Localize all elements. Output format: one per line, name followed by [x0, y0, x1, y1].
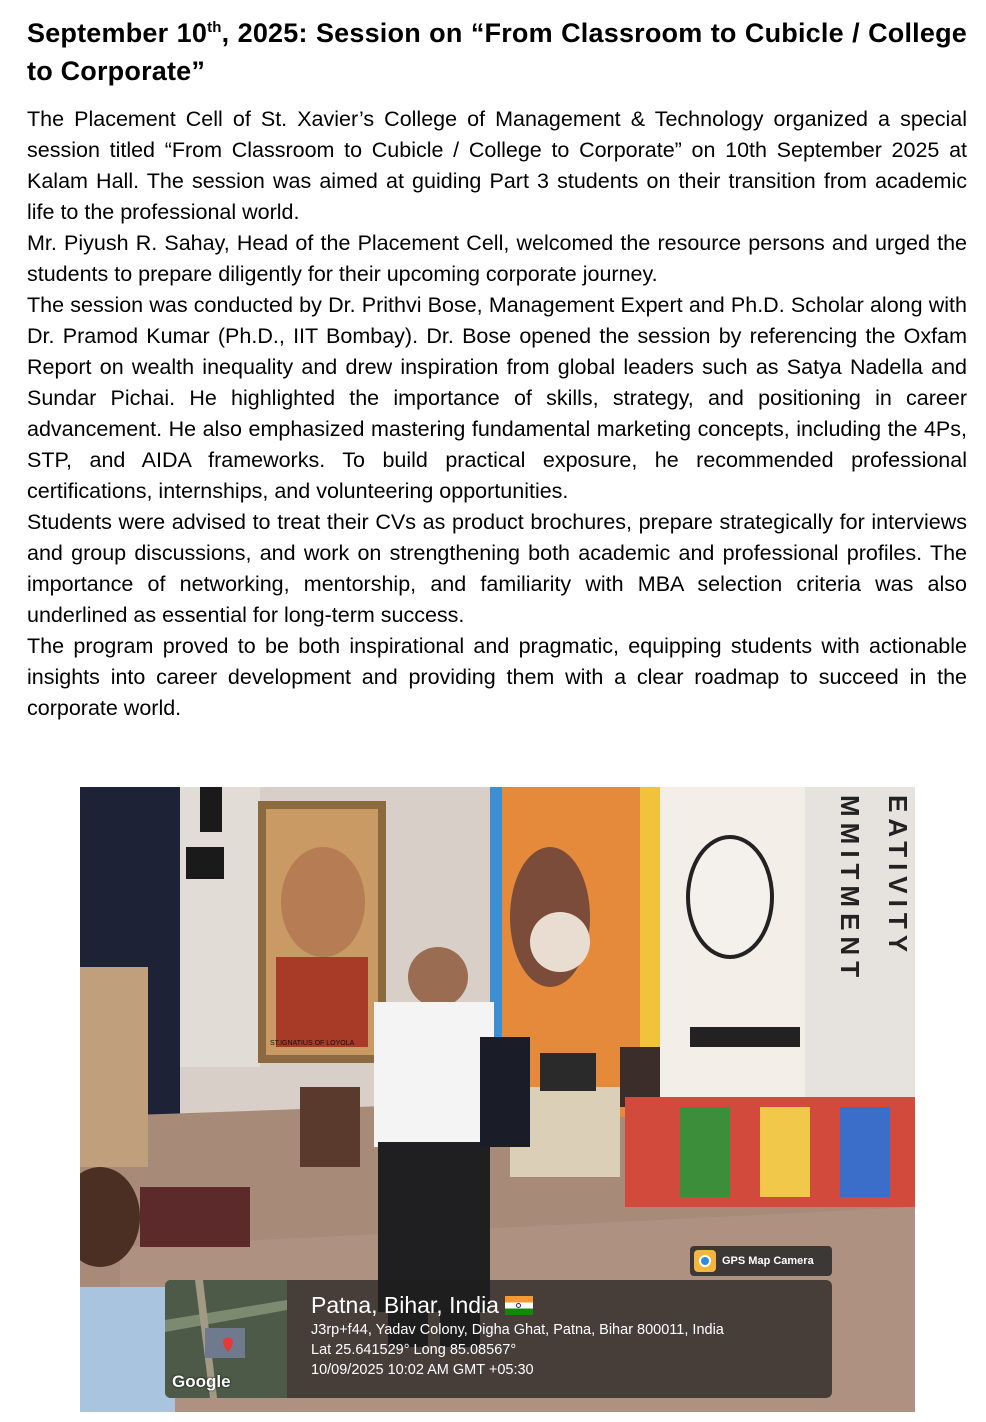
gps-camera-label: GPS Map Camera: [722, 1255, 814, 1267]
title-rest: , 2025: Session on “From Classroom to Cubicle / College to Corporate”: [27, 18, 967, 86]
paragraph: Students were advised to treat their CVs as product brochures, prepare strategically for interviews and group discussions, and work on strengthening both academic and professional profiles. The importance of networking, mentorship, and familiarity with MBA selection criteria was also underlined as essential for long-term success.: [27, 510, 967, 627]
title-date: September 10: [27, 18, 208, 48]
page-title: [27, 14, 967, 90]
gps-city-row: [311, 1290, 824, 1320]
gps-address: J3rp+f44, Yadav Colony, Digha Ghat, Patna, Bihar 800011, India: [311, 1322, 724, 1338]
gps-map-thumbnail: [165, 1280, 287, 1398]
title-date-suffix: th: [207, 19, 222, 36]
india-flag-icon: [505, 1296, 533, 1315]
paragraph: Mr. Piyush R. Sahay, Head of the Placement Cell, welcomed the resource persons and urged the students to prepare diligently for their upcoming corporate journey.: [27, 231, 967, 286]
paragraph: The program proved to be both inspirational and pragmatic, equipping students with actionable insights into career development and providing them with a clear roadmap to succeed in the corporate world.: [27, 634, 967, 720]
document-page: [27, 14, 967, 724]
gps-camera-logo-icon: [694, 1250, 716, 1272]
gps-datetime: 10/09/2025 10:02 AM GMT +05:30: [311, 1362, 534, 1378]
paragraph: The session was conducted by Dr. Prithvi Bose, Management Expert and Ph.D. Scholar along with Dr. Pramod Kumar (Ph.D., IIT Bombay). Dr. Bose opened the session by referencing the Oxfam Report on wealth inequality and drew inspiration from global leaders such as Satya Nadella and Sundar Pichai. He highlighted the importance of skills, strategy, and positioning in career advancement. He also emphasized mastering fundamental marketing concepts, including the 4Ps, STP, and AIDA frameworks. To build practical exposure, he recommended professional certifications, internships, and volunteering opportunities.: [27, 293, 967, 503]
gps-coordinates: Lat 25.641529° Long 85.08567°: [311, 1342, 517, 1358]
gps-overlay: [165, 1280, 832, 1398]
portrait-caption: ST.IGNATIUS OF LOYOLA: [270, 1040, 355, 1047]
event-photo: [80, 787, 915, 1412]
wall-text-creativity: EATIVITY: [883, 795, 913, 959]
article-body: [27, 104, 967, 724]
gps-city: Patna, Bihar, India: [311, 1292, 499, 1318]
gps-details: [311, 1290, 824, 1380]
paragraph: The Placement Cell of St. Xavier’s College of Management & Technology organized a special session titled “From Classroom to Cubicle / College to Corporate” on 10th September 2025 at Kalam Hall. The session was aimed at guiding Part 3 students on their transition from academic life to the professional world.: [27, 107, 967, 224]
wall-text-commitment: MMITMENT: [835, 795, 865, 984]
gps-camera-badge: [690, 1246, 832, 1276]
map-brand: Google: [172, 1372, 231, 1391]
